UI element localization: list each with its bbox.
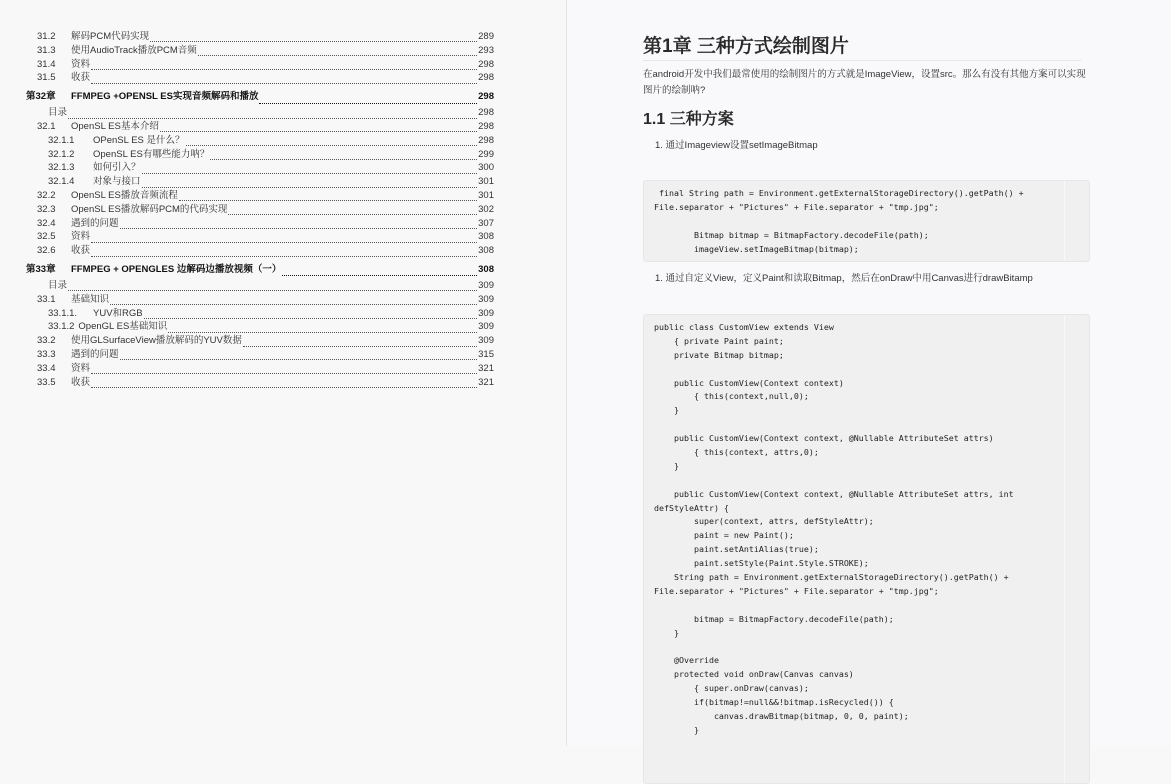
list-item: 1. 通过自定义View，定义Paint和读取Bitmap，然后在onDraw中用Canvas进行drawBitamp: [655, 273, 1033, 284]
code-line: imageView.setImageBitmap(bitmap);: [654, 243, 859, 254]
toc-entry-title: 资料: [71, 231, 91, 243]
code-line: Bitmap bitmap = BitmapFactory.decodeFile(path);: [654, 229, 929, 240]
toc-entry-title: YUV和RGB: [93, 307, 143, 319]
toc-entry-number: 31.4: [37, 58, 56, 70]
toc-entry-page: 309: [478, 279, 494, 291]
toc-entry-title: OpenSL ES有哪些能力呐？: [93, 148, 210, 160]
toc-entry-title: 资料: [71, 362, 91, 374]
code-line: [654, 215, 1089, 229]
toc-entry[interactable]: [26, 44, 494, 58]
toc-entry[interactable]: [26, 148, 494, 162]
toc-entry-number: 32.1.3: [48, 162, 75, 174]
toc-entry-number: 33.5: [37, 376, 56, 388]
code-line: @Override: [654, 655, 719, 666]
toc-entry[interactable]: [26, 30, 494, 44]
toc-chapter-entry[interactable]: [26, 88, 494, 106]
toc-entry-page: 309: [478, 321, 494, 333]
toc-entry-page: 298: [478, 120, 494, 132]
toc-leader-dots: [282, 265, 477, 276]
toc-entry-title: 使用AudioTrack播放PCM音频: [71, 44, 197, 56]
toc-entry[interactable]: [26, 376, 494, 390]
code-line: defStyleAttr) {: [654, 502, 729, 513]
toc-entry-title: 使用GLSurfaceView播放解码的YUV数据: [71, 335, 242, 347]
toc-entry[interactable]: [26, 362, 494, 376]
page-content: [643, 34, 1103, 784]
toc-leader-dots: [210, 151, 477, 160]
toc-entry-page: 299: [478, 148, 494, 160]
code-line: protected void onDraw(Canvas canvas): [654, 669, 854, 680]
toc-entry-page: 321: [478, 362, 494, 374]
toc-leader-dots: [144, 310, 478, 319]
toc-entry-number: 32.5: [37, 231, 56, 243]
toc-entry-page: 321: [478, 376, 494, 388]
toc-leader-dots: [91, 379, 477, 388]
toc-entry-number: 33.2: [37, 335, 56, 347]
code-line: paint.setStyle(Paint.Style.STROKE);: [654, 558, 869, 569]
toc-leader-dots: [120, 220, 478, 229]
toc-entry-number: 31.2: [37, 31, 56, 42]
toc-chapter-entry[interactable]: [26, 261, 494, 279]
section-title: 1.1 三种方案: [643, 111, 734, 128]
toc-entry-title: OpenSL ES播放解码PCM的代码实现: [71, 203, 228, 215]
toc-entry-page: 308: [478, 245, 494, 257]
toc-entry-title: FFMPEG +OPENSL ES实现音频解码和播放: [71, 91, 259, 103]
toc-entry-page: 307: [478, 217, 494, 229]
toc-entry[interactable]: [26, 71, 494, 85]
toc-entry-title: 对象与接口: [93, 176, 141, 188]
code-block: [643, 314, 1090, 784]
toc-entry-number: 33.1: [37, 293, 56, 305]
code-line: { super.onDraw(canvas);: [654, 683, 809, 694]
toc-entry-number: 33.1.1.: [48, 307, 78, 319]
code-line: String path = Environment.getExternalStorageDirectory().getPath() +: [654, 572, 1009, 583]
toc-entry-number: 31.3: [37, 44, 56, 56]
toc-entry-title: OPenSL ES 是什么？: [93, 134, 185, 146]
intro-paragraph: 在android开发中我们最常使用的绘制图片的方式就是ImageView，设置src。那么有没有其他方案可以实现图片的绘制呐?: [643, 69, 1086, 96]
code-line: [654, 599, 1089, 613]
code-line: paint.setAntiAlias(true);: [654, 544, 819, 555]
toc-entry-page: 298: [478, 72, 494, 84]
toc-entry-title: OpenGL ES基础知识: [78, 321, 168, 333]
code-line: [654, 474, 1089, 488]
toc-entry-number: 32.1: [37, 120, 56, 132]
toc-leader-dots: [168, 324, 477, 333]
code-line: [654, 363, 1089, 377]
toc-entry-number: 32.2: [37, 189, 56, 201]
toc-entry-page: 301: [478, 176, 494, 188]
toc-entry-title: 目录: [48, 279, 68, 291]
toc-leader-dots: [91, 248, 477, 257]
toc-entry-page: 289: [478, 31, 494, 42]
code-line: { this(context, attrs,0);: [654, 447, 819, 458]
toc-entry-page: 302: [478, 203, 494, 215]
right-page: [567, 0, 1171, 746]
toc-entry-page: 298: [478, 58, 494, 70]
toc-entry[interactable]: [26, 134, 494, 148]
code-line: public CustomView(Context context, @Nullable AttributeSet attrs): [654, 433, 994, 444]
code-line: }: [654, 724, 699, 735]
toc-entry-page: 309: [478, 307, 494, 319]
toc-entry-title: FFMPEG + OPENGLES 边解码边播放视频（一）: [71, 263, 282, 275]
toc-leader-dots: [243, 338, 477, 347]
toc-entry-number: 32.1.4: [48, 176, 75, 188]
toc-leader-dots: [160, 123, 477, 132]
code-line: paint = new Paint();: [654, 530, 794, 541]
code-line: [654, 640, 1089, 654]
code-line: { private Paint paint;: [654, 335, 784, 346]
toc-entry-number: 33.1.2: [48, 321, 75, 333]
toc-leader-dots: [91, 234, 477, 243]
toc-entry-title: 遇到的问题: [71, 217, 119, 229]
toc-entry-number: 32.3: [37, 203, 56, 215]
left-page: [0, 0, 567, 746]
code-line: { this(context,null,0);: [654, 391, 809, 402]
toc-entry-page: 309: [478, 335, 494, 347]
toc-entry[interactable]: [26, 244, 494, 258]
code-line: private Bitmap bitmap;: [654, 349, 784, 360]
list-item: 1. 通过Imageview设置setImageBitmap: [655, 140, 818, 151]
toc-leader-dots: [150, 33, 477, 42]
toc-entry-title: 收获: [71, 376, 91, 388]
toc-entry[interactable]: [26, 279, 494, 293]
toc-entry-title: 资料: [71, 58, 91, 70]
toc-leader-dots: [179, 192, 477, 201]
toc-entry-number: 第33章: [26, 263, 56, 275]
toc-entry-page: 301: [478, 189, 494, 201]
toc-entry-page: 309: [478, 293, 494, 305]
toc-entry-page: 308: [478, 263, 494, 275]
toc-entry[interactable]: [26, 334, 494, 348]
toc-entry-page: 298: [478, 134, 494, 146]
code-line: File.separator + "Pictures" + File.separator + "tmp.jpg";: [654, 201, 939, 212]
toc-leader-dots: [142, 165, 478, 174]
code-line: bitmap = BitmapFactory.decodeFile(path);: [654, 613, 894, 624]
toc-entry-title: 收获: [71, 72, 91, 84]
toc-entry[interactable]: [26, 293, 494, 307]
toc-entry-number: 33.3: [37, 348, 56, 360]
toc-entry-title: 基础知识: [71, 293, 110, 305]
toc-entry[interactable]: [26, 175, 494, 189]
code-line: canvas.drawBitmap(bitmap, 0, 0, paint);: [654, 710, 909, 721]
toc-entry[interactable]: [26, 189, 494, 203]
toc-leader-dots: [91, 75, 477, 84]
toc-entry[interactable]: [26, 230, 494, 244]
toc-entry[interactable]: [26, 348, 494, 362]
toc-leader-dots: [186, 137, 478, 146]
toc-entry-number: 32.1.2: [48, 148, 75, 160]
chapter-title: 第1章 三种方式绘制图片: [643, 34, 1081, 61]
toc-entry-page: 293: [478, 44, 494, 56]
table-of-contents: [26, 30, 494, 389]
code-line: super(context, attrs, defStyleAttr);: [654, 516, 874, 527]
toc-leader-dots: [228, 206, 477, 215]
code-line: }: [654, 405, 679, 416]
toc-leader-dots: [110, 296, 477, 305]
toc-entry-number: 32.6: [37, 245, 56, 257]
code-line: public CustomView(Context context, @Nullable AttributeSet attrs, int: [654, 488, 1014, 499]
toc-leader-dots: [68, 110, 477, 119]
toc-entry[interactable]: [26, 217, 494, 231]
toc-entry-page: 308: [478, 231, 494, 243]
toc-entry-number: 32.4: [37, 217, 56, 229]
toc-entry-page: 298: [478, 107, 494, 119]
toc-entry[interactable]: [26, 307, 494, 321]
toc-leader-dots: [68, 282, 477, 291]
toc-entry[interactable]: [26, 58, 494, 72]
toc-entry-title: 目录: [48, 107, 68, 119]
toc-entry-page: 300: [478, 162, 494, 174]
toc-entry-number: 第32章: [26, 91, 56, 103]
toc-entry-title: 解码PCM代码实现: [71, 31, 150, 42]
toc-leader-dots: [259, 93, 477, 104]
toc-leader-dots: [198, 47, 477, 56]
toc-entry-number: 32.1.1: [48, 134, 75, 146]
toc-entry[interactable]: [26, 161, 494, 175]
code-line: }: [654, 460, 679, 471]
toc-entry[interactable]: [26, 320, 494, 334]
toc-entry-title: 如何引入？: [93, 162, 141, 174]
toc-leader-dots: [142, 179, 478, 188]
toc-entry[interactable]: [26, 120, 494, 134]
toc-leader-dots: [120, 351, 478, 360]
toc-leader-dots: [91, 365, 477, 374]
code-line: File.separator + "Pictures" + File.separator + "tmp.jpg";: [654, 585, 939, 596]
code-line: public CustomView(Context context): [654, 377, 844, 388]
code-line: public class CustomView extends View: [654, 322, 834, 332]
toc-entry[interactable]: [26, 203, 494, 217]
toc-entry-number: 31.5: [37, 72, 56, 84]
code-line: if(bitmap!=null&&!bitmap.isRecycled()) {: [654, 697, 894, 708]
toc-entry-page: 298: [478, 91, 494, 103]
toc-entry-number: 33.4: [37, 362, 56, 374]
toc-entry-title: 遇到的问题: [71, 348, 119, 360]
code-line: final String path = Environment.getExternalStorageDirectory().getPath() +: [654, 188, 1024, 198]
code-line: }: [654, 627, 679, 638]
toc-entry-title: OpenSL ES播放音频流程: [71, 189, 178, 201]
toc-entry-page: 315: [478, 348, 494, 360]
toc-entry-title: 收获: [71, 245, 91, 257]
code-line: [654, 418, 1089, 432]
toc-leader-dots: [91, 61, 477, 70]
toc-entry-title: OpenSL ES基本介绍: [71, 120, 159, 132]
code-block: [643, 180, 1090, 262]
toc-entry[interactable]: [26, 106, 494, 120]
